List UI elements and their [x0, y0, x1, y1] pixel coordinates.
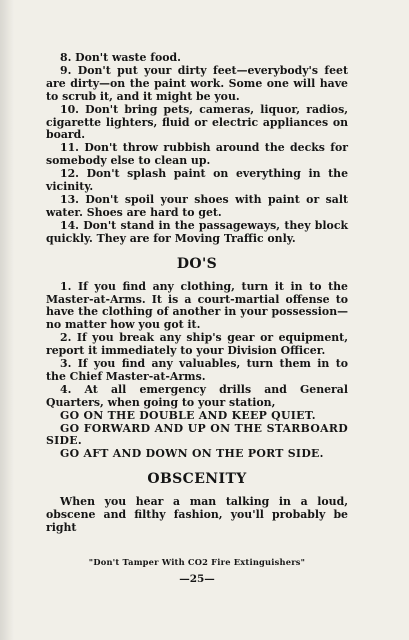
obscenity-heading: OBSCENITY	[147, 471, 247, 488]
dont-item-13: 13. Don't spoil your shoes with paint or salt water. Shoes are hard to get.	[46, 192, 348, 219]
obscenity-paragraph: When you hear a man talking in a loud, obscene and filthy fashion, you'll probably be right	[46, 495, 348, 535]
dont-item-8: 8. Don't waste food.	[60, 51, 181, 64]
page-gutter-shadow	[0, 0, 14, 640]
do-item-1: 1. If you find any clothing, turn it in to the Master-at-Arms. It is a court-martial offense to have the clothing of another in your possession—no matter how you got it.	[46, 279, 348, 332]
footer-note: "Don't Tamper With CO2 Fire Extinguishers"	[88, 557, 306, 567]
dos-heading: DO'S	[176, 255, 218, 272]
do-item-2: 2. If you break any ship's gear or equipment, report it immediately to your Division Officer.	[46, 331, 348, 358]
drill-instruction-3: GO AFT AND DOWN ON THE PORT SIDE.	[60, 447, 324, 461]
dont-item-14: 14. Don't stand in the passageways, they block quickly. They are for Moving Traffic only.	[46, 218, 348, 245]
dont-item-11: 11. Don't throw rubbish around the decks for somebody else to clean up.	[46, 141, 348, 168]
do-item-3: 3. If you find any valuables, turn them in to the Chief Master-at-Arms.	[46, 357, 348, 383]
drill-instruction-2: GO FORWARD AND UP ON THE STARBOARD SIDE.	[46, 421, 348, 448]
dont-item-10: 10. Don't bring pets, cameras, liquor, radios, cigarette lighters, fluid or electric appliances on board.	[46, 102, 348, 142]
dont-item-9: 9. Don't put your dirty feet—everybody's feet are dirty—on the paint work. Some one will have to scrub it, and it might be you.	[46, 63, 348, 103]
dont-item-12: 12. Don't splash paint on everything in the vicinity.	[46, 167, 348, 194]
do-item-4: 4. At all emergency drills and General Quarters, when going to your station,	[46, 382, 348, 409]
text-column	[46, 52, 348, 535]
page-number: —25—	[179, 573, 215, 585]
drill-instruction-1: GO ON THE DOUBLE AND KEEP QUIET.	[60, 408, 316, 422]
